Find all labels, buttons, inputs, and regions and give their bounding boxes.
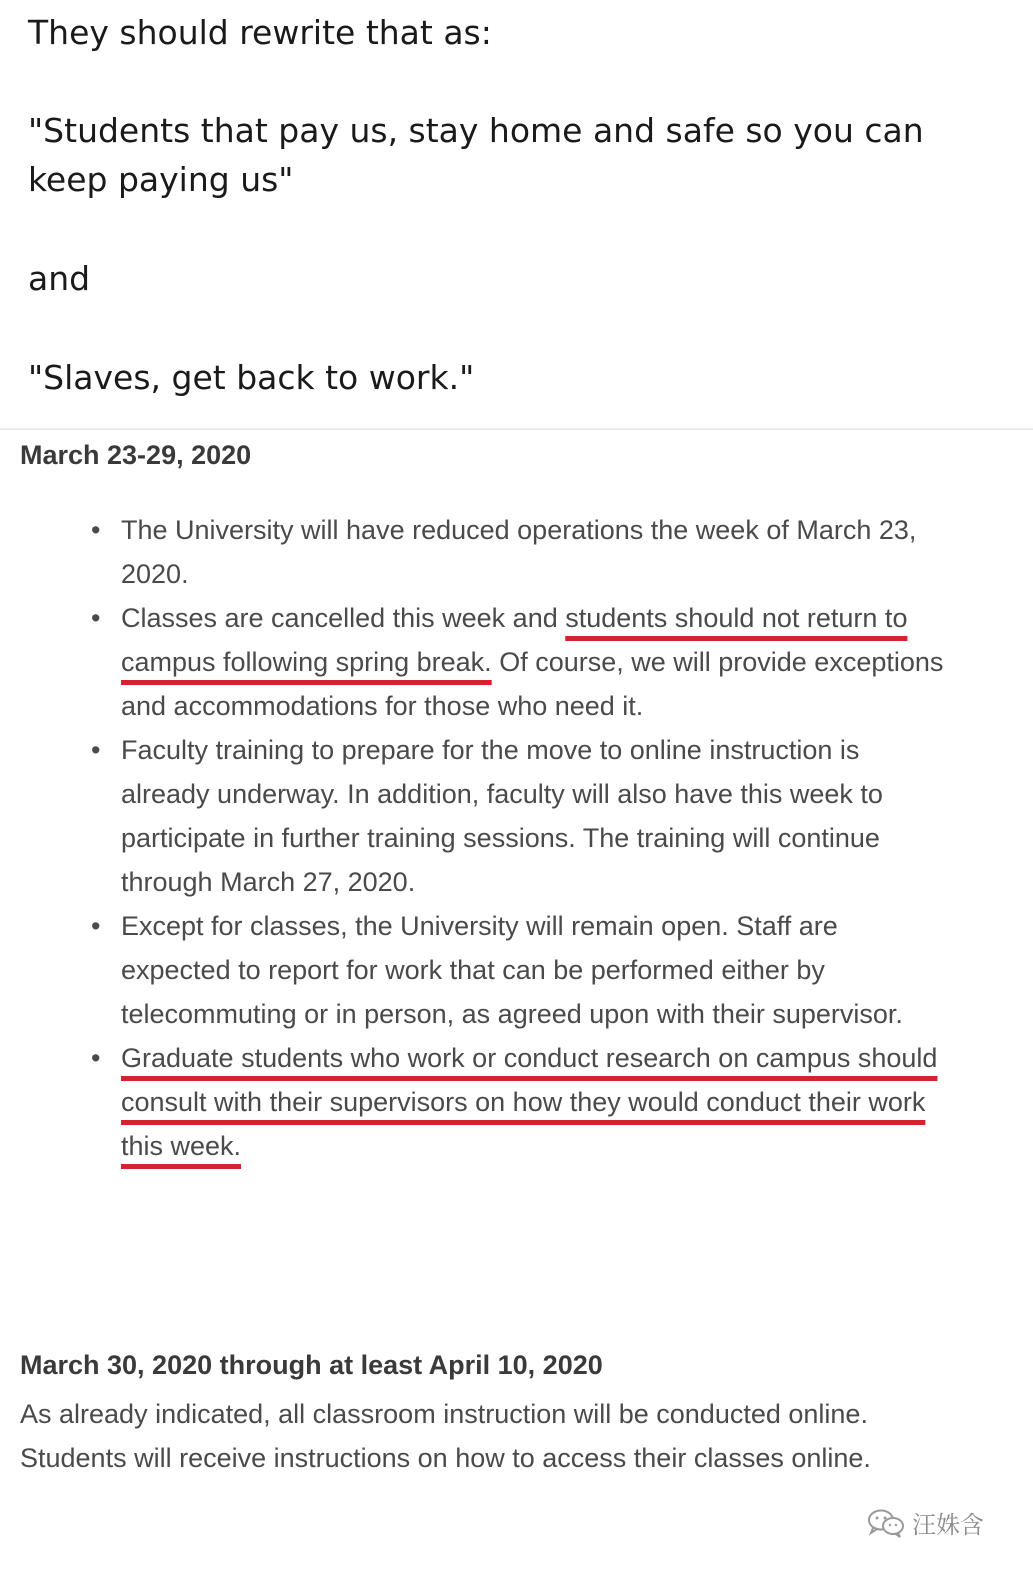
underlined-highlight: Graduate students who work or conduct research on campus should consult with their supervisors on how they would conduct their work this week. — [121, 1043, 938, 1161]
bullet-item — [0, 1036, 951, 1168]
bullet-item: • Classes are cancelled this week and students should not return to campus following spring break. Of course, we will provide exceptions and accommodations for those who need it. — [0, 596, 951, 728]
bullet-item: • Faculty training to prepare for the move to online instruction is already underway. In addition, faculty will also have this week to participate in further training sessions. The training will continue through March 27, 2020. — [0, 728, 951, 904]
comment-and: and — [28, 259, 91, 298]
bullet-icon: • — [91, 1043, 101, 1073]
bullet-icon: • — [91, 735, 101, 765]
section-heading-march-30: March 30, 2020 through at least April 10, 2020 — [20, 1350, 603, 1380]
bullet-icon: • — [91, 603, 101, 633]
comment-block — [0, 0, 1033, 428]
section-paragraph: As already indicated, all classroom instruction will be conducted online. Students will receive instructions on how to access their classes online. — [20, 1399, 871, 1473]
comment-quote-2: "Slaves, get back to work." — [28, 358, 475, 397]
section-heading-march-23-29: March 23-29, 2020 — [20, 440, 252, 470]
underlined-highlight: students should not return to campus following spring break. — [121, 603, 908, 677]
bullet-item: • Except for classes, the University will remain open. Staff are expected to report for work that can be performed either by telecommuting or in person, as agreed upon with their supervisor. — [0, 904, 951, 1036]
watermark — [866, 1505, 984, 1540]
wechat-icon — [866, 1508, 906, 1538]
bullet-icon: • — [91, 911, 101, 941]
divider — [0, 428, 1033, 430]
bullet-list — [0, 508, 1000, 1168]
comment-quote-1: "Students that pay us, stay home and safe so you can keep paying us" — [28, 111, 924, 199]
watermark-text: 汪姝含 — [912, 1512, 984, 1539]
comment-intro: They should rewrite that as: — [28, 13, 492, 52]
bullet-item: • The University will have reduced operations the week of March 23, 2020. — [0, 508, 951, 596]
bullet-icon: • — [91, 515, 101, 545]
